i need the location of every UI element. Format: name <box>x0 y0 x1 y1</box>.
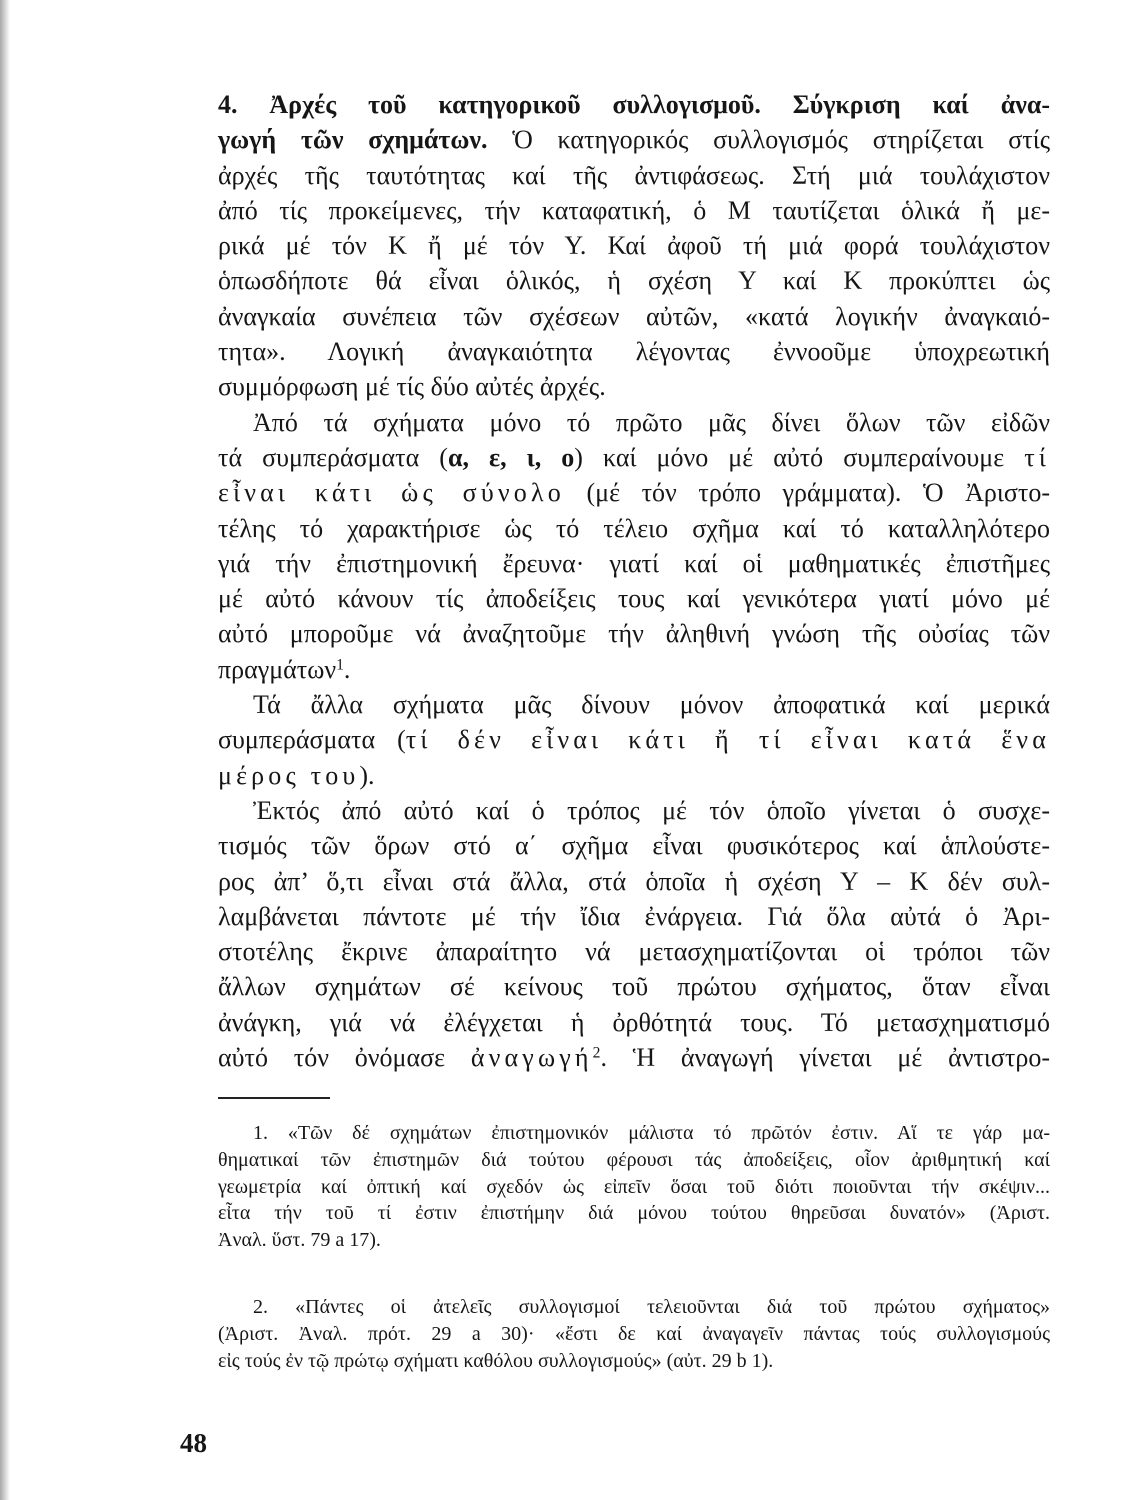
text-line: αὐτό μποροῦμε νά ἀναζητοῦμε τήν ἀληθινή γνώση τῆς οὐσίας τῶν <box>218 619 1050 649</box>
bold-text: α, ε, ι, ο <box>447 442 575 472</box>
page-number: 48 <box>180 1428 207 1458</box>
section-heading: 4. Ἀρχές τοῦ κατηγορικοῦ συλλογισμοῦ. Σύγκριση καί ἀνα- <box>218 90 1050 119</box>
body-text: . Ἡ ἀναγωγή γίνεται μέ ἀντιστρο- <box>600 1043 1051 1073</box>
page-gutter-shadow <box>0 0 10 1500</box>
text-line: ἄλλων σχημάτων σέ κείνους τοῦ πρώτου σχήματος, ὅταν εἶναι <box>218 972 1050 1002</box>
spaced-text: εἶναι κάτι ὡς σύνολο <box>218 478 565 508</box>
body-text: (μέ τόν τρόπο γράμματα). Ὁ Ἀριστο- <box>564 478 1050 508</box>
text-line: τητα». Λογική ἀναγκαιότητα λέγοντας ἐννοοῦμε ὑποχρεωτική <box>218 337 1050 367</box>
text-line: ἀναγκαία συνέπεια τῶν σχέσεων αὐτῶν, «κατά λογικήν ἀναγκαιό- <box>218 301 1050 331</box>
text-line: Ἀπό τά σχήματα μόνο τό πρῶτο μᾶς δίνει ὅλων τῶν εἰδῶν <box>253 407 1050 437</box>
text-line <box>218 722 1050 757</box>
text-line: ἀνάγκη, γιά νά ἐλέγχεται ἡ ὀρθότητά τους. Τό μετασχηματισμό <box>218 1007 1050 1037</box>
footnote-line: θηματικαί τῶν ἐπιστημῶν διά τούτου φέρουσι τάς ἀποδείξεις, οἷον ἀριθμητική καί <box>218 1148 1050 1171</box>
spaced-text: τί δέν εἶναι κάτι ἤ τί εἶναι κατά ἕνα <box>405 725 1051 755</box>
body-text: ). <box>359 760 375 790</box>
spaced-text: μέρος του <box>218 760 360 790</box>
footnote-line: γεωμετρία καί ὀπτική καί σχεδόν ὡς εἰπεῖν ὅσαι τοῦ διότι ποιοῦνται τήν σκέψιν... <box>218 1175 1050 1198</box>
text-line: γιά τήν ἐπιστημονική ἔρευνα· γιατί καί οἱ μαθηματικές ἐπιστῆμες <box>218 548 1050 578</box>
text-line: συμμόρφωση μέ τίς δύο αὐτές ἀρχές. <box>218 372 606 402</box>
body-text: . <box>343 654 351 684</box>
text-line: ρικά μέ τόν Κ ἤ μέ τόν Υ. Καί ἀφοῦ τή μιά φορά τουλάχιστον <box>218 231 1050 261</box>
footnote-rule <box>218 1097 330 1099</box>
body-text: συμπεράσματα ( <box>218 725 406 755</box>
text-line <box>218 440 1050 475</box>
text-line: ἀρχές τῆς ταυτότητας καί τῆς ἀντιφάσεως. Στή μιά τουλάχιστον <box>218 160 1050 190</box>
footnote-1 <box>218 1120 1050 1254</box>
text-line <box>218 475 1050 510</box>
body-text: ) καί μόνο μέ αὐτό συμπεραίνουμε <box>574 442 1025 472</box>
text-line: ὁπωσδήποτε θά εἶναι ὁλικός, ἡ σχέση Υ καί Κ προκύπτει ὡς <box>218 266 1050 296</box>
text-line: λαμβάνεται πάντοτε μέ τήν ἴδια ἐνάργεια. Γιά ὅλα αὐτά ὁ Ἀρι- <box>218 901 1050 931</box>
text-line: τισμός τῶν ὅρων στό α΄ σχῆμα εἶναι φυσικότερος καί ἁπλούστε- <box>218 831 1050 861</box>
body-text: πραγμάτων <box>218 654 337 684</box>
footnote-line: εἶτα τήν τοῦ τί ἐστιν ἐπιστήμην διά μόνου τούτου θηρεῦσαι δυνατόν» (Ἀριστ. <box>218 1202 1050 1225</box>
text-line <box>218 758 1050 793</box>
text-line: Τά ἄλλα σχήματα μᾶς δίνουν μόνον ἀποφατικά καί μερικά <box>253 690 1050 720</box>
text-line <box>218 652 1050 687</box>
text-line <box>218 1040 1050 1075</box>
footnote-line: (Ἀριστ. Ἀναλ. πρότ. 29 a 30)· «ἔστι δε καί ἀναγαγεῖν πάντας τούς συλλογισμούς <box>218 1322 1050 1345</box>
footnote-line: Ἀναλ. ὕστ. 79 a 17). <box>218 1229 381 1252</box>
footnote-line: 1. «Τῶν δέ σχημάτων ἐπιστημονικόν μάλιστα τό πρῶτόν ἐστιν. Αἵ τε γάρ μα- <box>253 1122 1050 1144</box>
text-line: μέ αὐτό κάνουν τίς ἀποδείξεις τους καί γενικότερα γιατί μόνο μέ <box>218 584 1050 614</box>
footnote-marker: 1 <box>336 656 344 674</box>
section-heading-end: γωγή τῶν σχημάτων. <box>218 125 488 155</box>
spaced-text: τί <box>1024 442 1050 472</box>
footnote-2 <box>218 1294 1050 1374</box>
footnote-marker: 2 <box>592 1044 601 1062</box>
text-line: ρος ἀπ’ ὅ,τι εἶναι στά ἄλλα, στά ὁποῖα ἡ σχέση Υ – Κ δέν συλ- <box>218 866 1050 896</box>
footnote-line: εἰς τούς ἐν τῷ πρώτῳ σχήματι καθόλου συλλογισμούς» (αὐτ. 29 b 1). <box>218 1349 774 1372</box>
text-line <box>218 122 1050 157</box>
spaced-text: ἀναγωγή <box>470 1043 593 1073</box>
main-text <box>218 87 1050 1075</box>
text-line: τέλης τό χαρακτήρισε ὡς τό τέλειο σχῆμα καί τό καταλληλότερο <box>218 513 1050 543</box>
body-text: αὐτό τόν ὀνόμασε <box>218 1043 471 1073</box>
body-text: τά συμπεράσματα ( <box>218 442 448 472</box>
text-line: Ἐκτός ἀπό αὐτό καί ὁ τρόπος μέ τόν ὁποῖο γίνεται ὁ συσχε- <box>253 795 1050 825</box>
text-line: ἀπό τίς προκείμενες, τήν καταφατική, ὁ Μ ταυτίζεται ὁλικά ἤ με- <box>218 195 1050 225</box>
text-line: στοτέλης ἔκρινε ἀπαραίτητο νά μετασχηματίζονται οἱ τρόποι τῶν <box>218 937 1050 967</box>
footnote-line: 2. «Πάντες οἱ ἀτελεῖς συλλογισμοί τελειοῦνται διά τοῦ πρώτου σχήματος» <box>253 1296 1050 1318</box>
body-text: Ὁ κατηγορικός συλλογισμός στηρίζεται στίς <box>487 125 1050 155</box>
